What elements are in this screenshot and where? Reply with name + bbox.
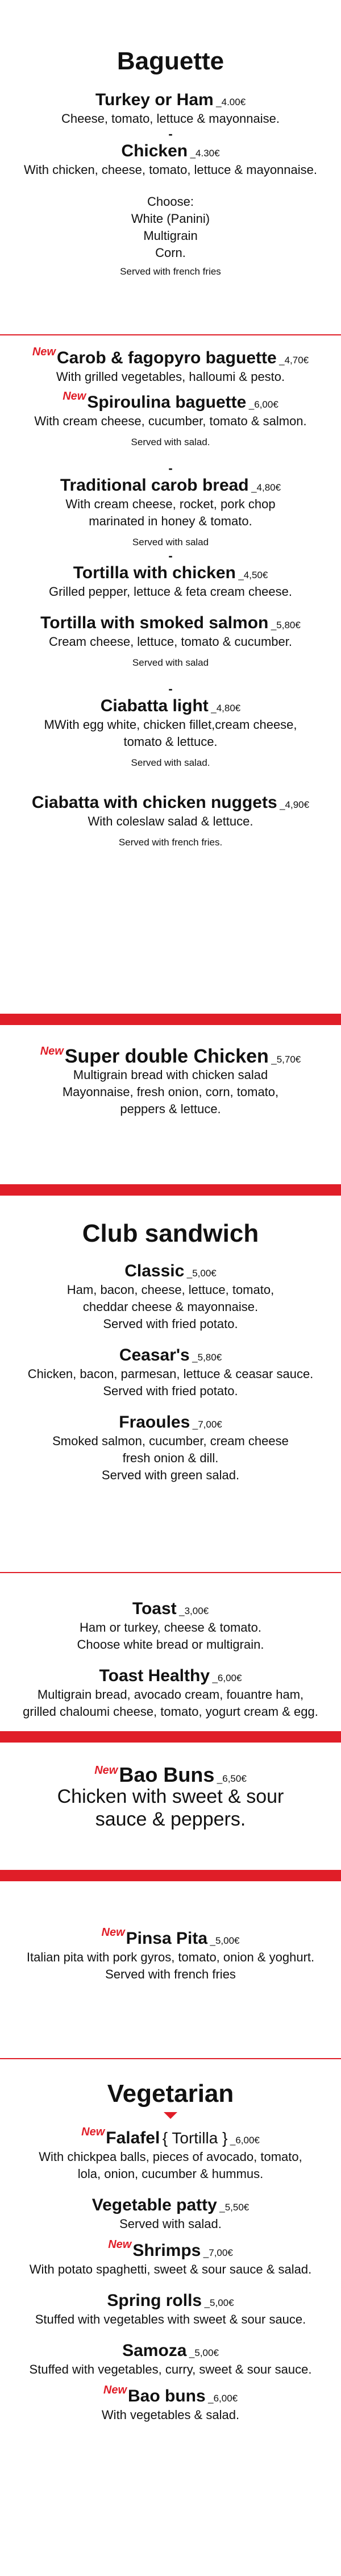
item-price: _6,00€ <box>248 399 278 410</box>
divider <box>0 2058 341 2059</box>
item-desc: Chicken with sweet & sour <box>57 1786 284 1807</box>
baguette-section <box>0 45 341 279</box>
new-badge: New <box>81 2126 105 2138</box>
item-name: Shrimps <box>132 2241 201 2260</box>
new-badge: New <box>94 1764 118 1777</box>
item-price: _4,50€ <box>238 570 268 580</box>
new-badge: New <box>101 1926 125 1939</box>
item-price: _4.00€ <box>216 97 246 107</box>
item-price: _7,00€ <box>192 1419 222 1430</box>
item-price: _6,00€ <box>230 2135 260 2146</box>
item-name: Classic <box>124 1262 185 1280</box>
item-price: _4.30€ <box>190 148 220 159</box>
item-name: Ceasar's <box>119 1346 190 1364</box>
item-price: _4,90€ <box>280 799 310 810</box>
item-price: _5,80€ <box>192 1352 222 1363</box>
item-desc: Stuffed with vegetables with sweet & sour sauce. <box>35 2312 306 2326</box>
new-badge: New <box>40 1045 64 1057</box>
served-note: Served with french fries <box>105 1967 236 1981</box>
new-badge: New <box>103 2384 127 2396</box>
red-band <box>0 1870 341 1881</box>
item-desc: Choose white bread or multigrain. <box>77 1637 264 1652</box>
served-note: Served with french fries <box>120 266 221 277</box>
served-note: Served with green salad. <box>101 1468 240 1482</box>
new-badge: New <box>63 390 86 403</box>
item-desc: sauce & peppers. <box>95 1808 246 1830</box>
menu-item-samoza <box>0 2341 341 2361</box>
bread-option: White (Panini) <box>131 211 210 226</box>
item-price: _6,50€ <box>217 1773 247 1784</box>
menu-item-traditional-carob <box>0 475 341 496</box>
item-price: _6,00€ <box>208 2393 238 2404</box>
choose-label: Choose: <box>147 194 194 209</box>
served-note: Served with salad. <box>131 437 210 447</box>
item-desc: With chicken, cheese, tomato, lettuce & mayonnaise. <box>23 163 318 177</box>
item-desc: Cream cheese, lettuce, tomato & cucumber. <box>49 634 292 649</box>
menu-item-bao-buns <box>0 1765 341 1785</box>
served-note: Served with salad. <box>119 2217 222 2231</box>
menu-item-carob-fagopyro <box>0 348 341 368</box>
item-price: _5,00€ <box>186 1268 217 1279</box>
item-price: _5,00€ <box>189 2347 219 2358</box>
menu-item-ciabatta-nuggets <box>0 793 341 813</box>
separator-dash: - <box>168 461 173 475</box>
item-desc: lola, onion, cucumber & hummus. <box>77 2167 264 2181</box>
menu-item-ciabatta-light <box>0 696 341 716</box>
item-desc: tomato & lettuce. <box>123 735 218 749</box>
red-band <box>0 1014 341 1025</box>
item-name: Turkey or Ham <box>95 90 214 109</box>
item-desc: fresh onion & dill. <box>122 1451 219 1465</box>
served-note: Served with salad <box>132 657 209 668</box>
item-name: Tortilla with smoked salmon <box>40 613 269 632</box>
item-name: Ciabatta light <box>100 696 209 715</box>
club-section <box>0 1218 341 1484</box>
menu-item-classic <box>0 1261 341 1281</box>
item-name: Spring rolls <box>107 2291 202 2310</box>
item-price: _6,00€ <box>212 1673 242 1683</box>
item-price: _5,00€ <box>210 1935 240 1946</box>
super-double-section <box>0 1046 341 1118</box>
served-note: Served with french fries. <box>118 837 223 848</box>
item-price: _7,00€ <box>203 2247 233 2258</box>
item-name: Pinsa Pita <box>126 1929 208 1948</box>
item-desc: With potato spaghetti, sweet & sour sauce & salad. <box>29 2262 312 2276</box>
item-price: _5,00€ <box>204 2297 234 2308</box>
item-desc: With chickpea balls, pieces of avocado, tomato, <box>39 2150 302 2164</box>
item-desc: With vegetables & salad. <box>101 2408 240 2422</box>
item-name: Chicken <box>121 142 188 160</box>
menu-item-toast <box>0 1599 341 1619</box>
item-desc: Cheese, tomato, lettuce & mayonnaise. <box>61 111 280 126</box>
divider <box>0 1572 341 1573</box>
item-name: Tortilla with chicken <box>73 563 236 582</box>
menu-item-toast-healthy <box>0 1666 341 1686</box>
new-badge: New <box>32 346 56 358</box>
item-name: Toast Healthy <box>99 1666 210 1685</box>
item-desc: marinated in honey & tomato. <box>89 514 252 528</box>
item-name: Bao buns <box>128 2387 206 2405</box>
toast-section <box>0 1599 341 1720</box>
menu-item-fraoules <box>0 1412 341 1433</box>
menu-item-vegetable-patty <box>0 2195 341 2216</box>
menu-item-spring-rolls <box>0 2291 341 2311</box>
item-price: _3,00€ <box>179 1606 209 1616</box>
triangle-down-icon <box>164 2112 177 2119</box>
item-price: _5,50€ <box>219 2202 249 2213</box>
red-band <box>0 1731 341 1743</box>
item-desc: With cream cheese, rocket, pork chop <box>65 497 276 511</box>
pinsa-section <box>0 1928 341 1983</box>
bread-option: Multigrain <box>143 229 198 243</box>
item-desc: Ham or turkey, cheese & tomato. <box>80 1620 261 1635</box>
item-name: Super double Chicken <box>64 1046 269 1067</box>
menu-item-bao-buns-veg <box>0 2386 341 2407</box>
item-desc: Smoked salmon, cucumber, cream cheese <box>52 1434 289 1448</box>
served-note: Served with fried potato. <box>103 1317 238 1331</box>
baguette-title: Baguette <box>117 47 224 75</box>
item-desc: Multigrain bread, avocado cream, fouantre ham, <box>37 1687 304 1702</box>
new-badge: New <box>108 2238 132 2251</box>
menu-item-turkey <box>0 90 341 110</box>
vegetarian-title: Vegetarian <box>107 2080 234 2108</box>
menu-item-shrimps <box>0 2238 341 2261</box>
item-price: _4,70€ <box>279 355 309 366</box>
separator-dash: - <box>168 549 173 563</box>
item-desc: With coleslaw salad & lettuce. <box>88 814 253 828</box>
menu-item-pinsa-pita <box>0 1928 341 1949</box>
bao-section <box>0 1765 341 1831</box>
item-name: Spiroulina baguette <box>87 393 247 412</box>
menu-item-tortilla-salmon <box>0 613 341 633</box>
served-note: Served with fried potato. <box>103 1384 238 1398</box>
item-desc: peppers & lettuce. <box>120 1102 221 1116</box>
item-price: _4,80€ <box>211 703 241 714</box>
menu-item-spiroulina <box>0 392 341 413</box>
item-desc: Mayonnaise, fresh onion, corn, tomato, <box>62 1085 279 1099</box>
item-price: _5,80€ <box>271 620 301 630</box>
item-desc: Grilled pepper, lettuce & feta cream cheese. <box>48 584 292 599</box>
item-name: Carob & fagopyro baguette <box>56 349 277 367</box>
item-desc: MWith egg white, chicken fillet,cream cheese, <box>44 717 297 732</box>
item-name: Traditional carob bread <box>60 476 249 495</box>
separator-dash: - <box>168 127 173 141</box>
item-desc: grilled chaloumi cheese, tomato, yogurt cream & egg. <box>23 1704 318 1719</box>
item-desc: With cream cheese, cucumber, tomato & salmon. <box>34 414 307 428</box>
menu-item-chicken <box>0 141 341 161</box>
item-name: Bao Buns <box>119 1763 215 1786</box>
item-desc: Multigrain bread with chicken salad <box>73 1068 268 1082</box>
item-name: Fraoules <box>119 1413 190 1432</box>
item-price: _5,70€ <box>271 1054 301 1065</box>
item-name: Falafel <box>106 2129 160 2147</box>
separator-dash: - <box>168 682 173 696</box>
served-note: Served with salad <box>132 537 209 547</box>
vegetarian-section <box>0 2078 341 2424</box>
baguette-specials-section <box>0 348 341 849</box>
red-band <box>0 1184 341 1196</box>
item-desc: Ham, bacon, cheese, lettuce, tomato, <box>66 1283 275 1297</box>
menu-item-tortilla-chicken <box>0 563 341 583</box>
divider <box>0 334 341 335</box>
menu-item-ceasars <box>0 1345 341 1366</box>
item-name: Vegetable patty <box>92 2196 217 2214</box>
served-note: Served with salad. <box>131 757 210 768</box>
item-desc: With grilled vegetables, halloumi & pesto. <box>56 370 285 384</box>
club-title: Club sandwich <box>82 1219 259 1247</box>
menu-item-falafel <box>0 2128 341 2148</box>
item-desc: cheddar cheese & mayonnaise. <box>82 1300 259 1314</box>
item-price: _4,80€ <box>251 482 281 493</box>
item-name: Ciabatta with chicken nuggets <box>31 793 277 812</box>
item-name: Toast <box>132 1599 177 1618</box>
item-name: Samoza <box>122 2341 187 2360</box>
item-desc: Chicken, bacon, parmesan, lettuce & ceasar sauce. <box>27 1367 314 1381</box>
menu-item-super-double-chicken <box>0 1046 341 1067</box>
item-variant: { Tortilla } <box>162 2129 228 2147</box>
item-desc: Stuffed with vegetables, curry, sweet & sour sauce. <box>29 2362 312 2376</box>
bread-option: Corn. <box>155 246 186 260</box>
item-desc: Italian pita with pork gyros, tomato, onion & yoghurt. <box>26 1950 315 1964</box>
